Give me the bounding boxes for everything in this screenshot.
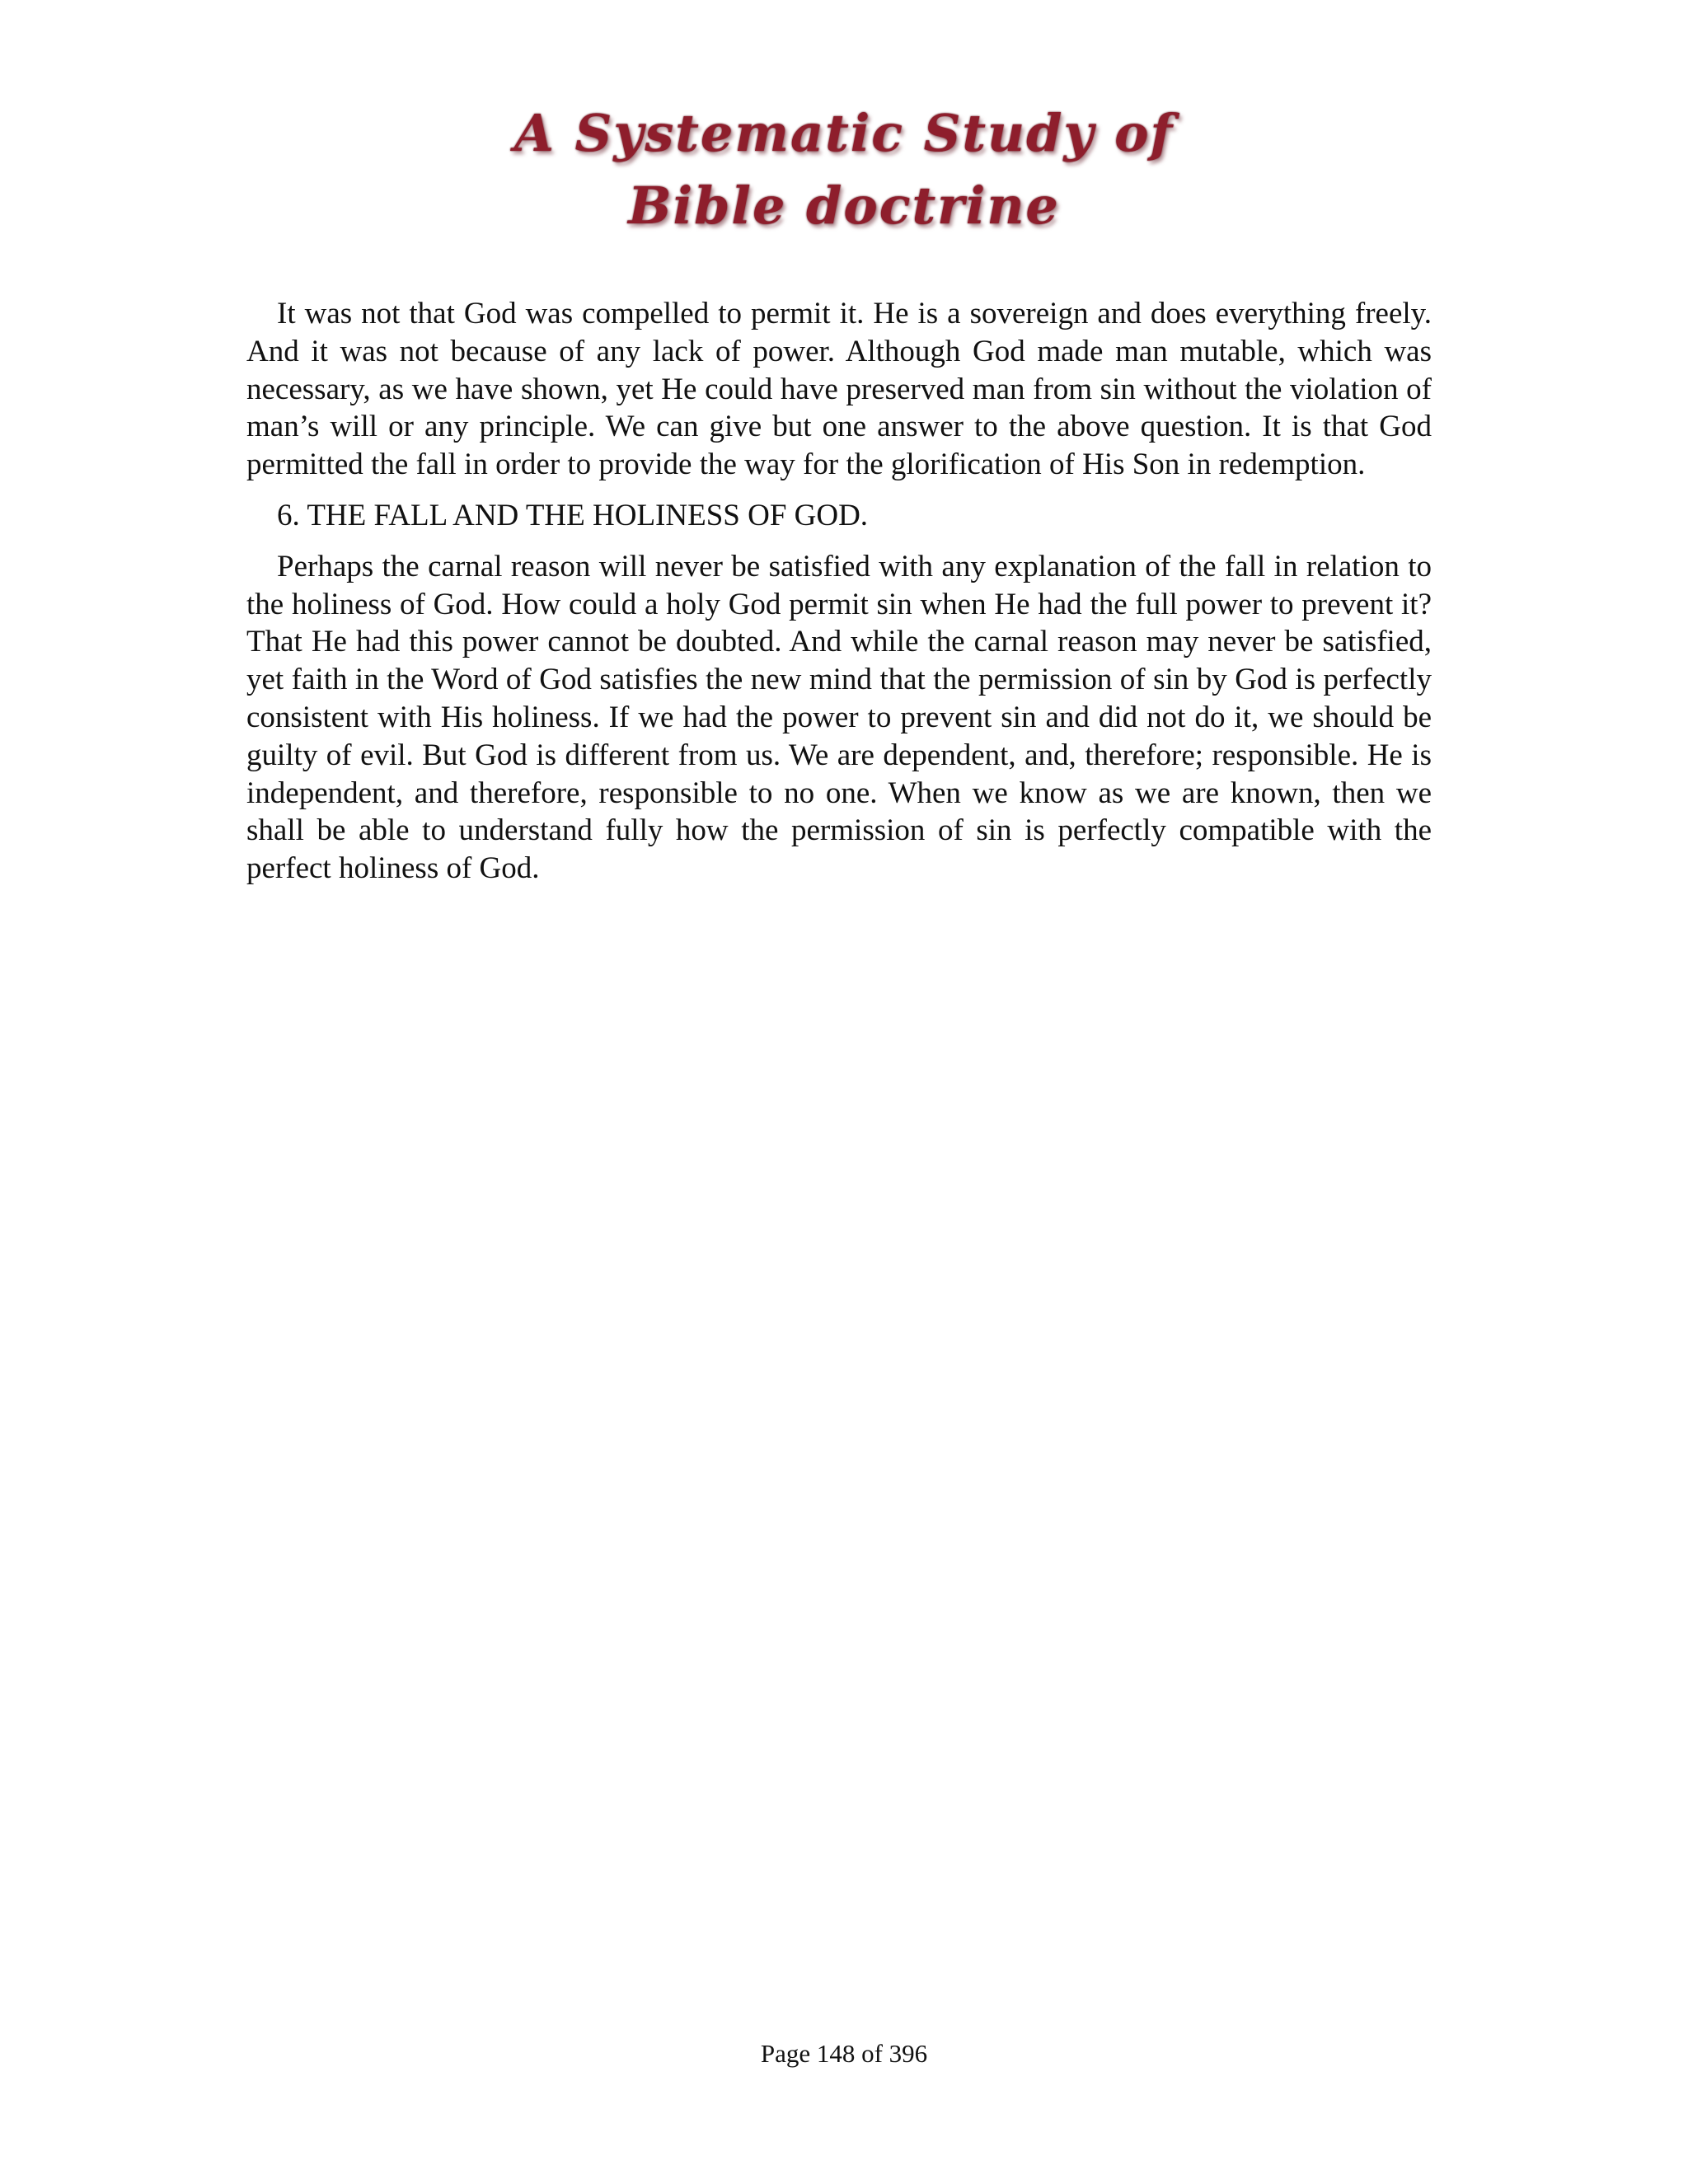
body-text — [246, 295, 1432, 901]
book-title-logo-line2: Bible doctrine — [628, 176, 1060, 236]
page-number: Page 148 of 396 — [760, 2039, 928, 2068]
paragraph: Perhaps the carnal reason will never be satisfied with any explanation of the fall in relation to the holiness of God. How could a holy God permit sin when He had the full power to prevent it? That He had this power cannot be doubted. And while the carnal reason may never be satisfied, yet faith in the Word of God satisfies the new mind that the permission of sin by God is perfectly consistent with His holiness. If we had the power to prevent sin and did not do it, we should be guilty of evil. But God is different from us. We are dependent, and, therefore; responsible. He is independent, and therefore, responsible to no one. When we know as we are known, then we shall be able to understand fully how the permission of sin is perfectly compatible with the perfect holiness of God. — [246, 549, 1432, 886]
paragraph: It was not that God was compelled to permit it. He is a sovereign and does everything freely. And it was not because of any lack of power. Although God made man mutable, which was necessary, as we have shown, yet He could have preserved man from sin without the violation of man’s will or any principle. We can give but one answer to the above question. It is that God permitted the fall in order to provide the way for the glorification of His Son in redemption. — [246, 297, 1432, 482]
book-title-logo-line1: A Systematic Study of — [513, 103, 1175, 163]
section-heading: 6. THE FALL AND THE HOLINESS OF GOD. — [277, 498, 869, 532]
book-title-logo — [0, 97, 1688, 242]
